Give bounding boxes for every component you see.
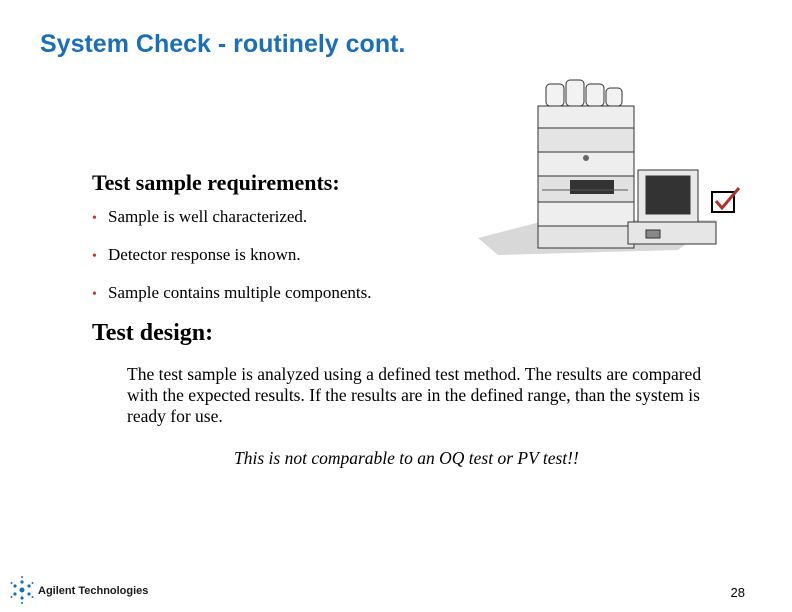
- checkbox-checked-icon: [710, 186, 742, 214]
- requirements-list: [92, 207, 371, 321]
- note-text: This is not comparable to an OQ test or PV test!!: [234, 448, 579, 468]
- bullet-icon: •: [92, 249, 97, 264]
- design-description: The test sample is analyzed using a defined test method. The results are compared with the expected results. If the results are in the defined range, than the system is ready for use.: [127, 364, 702, 426]
- hplc-system-icon: [478, 70, 718, 270]
- design-heading: Test design:: [92, 320, 214, 346]
- bullet-icon: •: [92, 287, 97, 302]
- requirements-heading: Test sample requirements:: [92, 170, 340, 195]
- list-item: • Sample contains multiple components.: [92, 283, 371, 321]
- bullet-icon: •: [92, 211, 97, 226]
- list-item: • Detector response is known.: [92, 245, 371, 283]
- brand-name: Agilent Technologies: [38, 585, 149, 597]
- slide-title: System Check - routinely cont.: [40, 30, 406, 58]
- list-item: • Sample is well characterized.: [92, 207, 371, 245]
- page-number: 28: [730, 585, 745, 600]
- agilent-spark-icon: [10, 575, 34, 605]
